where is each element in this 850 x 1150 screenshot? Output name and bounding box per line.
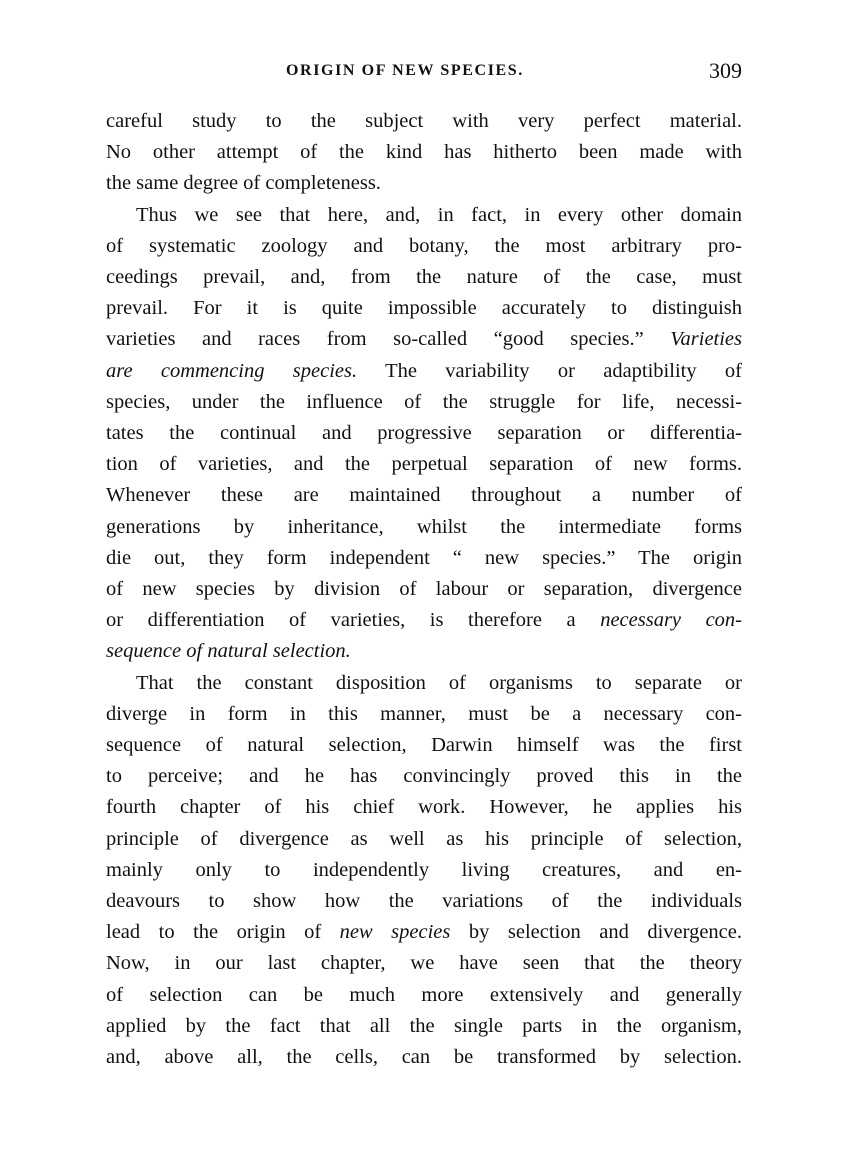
text-line: sequence of natural selection, Darwin himself was the first bbox=[106, 734, 742, 757]
italic-text: are commencing species. bbox=[106, 359, 358, 382]
running-head: ORIGIN OF NEW SPECIES. bbox=[286, 62, 524, 79]
paragraph-2 bbox=[106, 200, 742, 668]
text-line: ceedings prevail, and, from the nature of the case, must bbox=[106, 266, 742, 289]
text-line: the same degree of completeness. bbox=[106, 172, 381, 195]
text-segment: varieties and races from so-called “good species.” bbox=[106, 328, 644, 351]
text-line: careful study to the subject with very perfect material. bbox=[106, 110, 742, 132]
text-line: and, above all, the cells, can be transformed by selection. bbox=[106, 1046, 742, 1069]
text-segment: by selection and divergence. bbox=[468, 921, 742, 944]
text-line bbox=[106, 324, 742, 355]
text-line: mainly only to independently living creatures, and en- bbox=[106, 858, 742, 881]
italic-text: necessary con- bbox=[600, 609, 742, 632]
text-line: to perceive; and he has convincingly proved this in the bbox=[106, 765, 742, 788]
text-line: applied by the fact that all the single parts in the organism, bbox=[106, 1014, 742, 1037]
text-line: die out, they form independent “ new species.” The origin bbox=[106, 546, 742, 569]
text-line: of selection can be much more extensively and generally bbox=[106, 983, 742, 1006]
paragraph-3 bbox=[106, 668, 742, 1074]
italic-text: new species bbox=[339, 921, 451, 944]
italic-text: sequence of natural selection. bbox=[106, 640, 351, 663]
text-line: deavours to show how the variations of the individuals bbox=[106, 890, 742, 913]
text-line: of new species by division of labour or separation, divergence bbox=[106, 578, 742, 601]
text-line bbox=[106, 356, 742, 387]
text-segment: prevail. For it is quite impossible accurately to distinguish bbox=[106, 297, 742, 320]
page-number: 309 bbox=[709, 58, 742, 83]
text-line: tates the continual and progressive separation or differentia- bbox=[106, 422, 742, 445]
text-segment: or differentiation of varieties, is therefore a bbox=[106, 609, 576, 632]
text-line: That the constant disposition of organisms to separate or bbox=[136, 671, 742, 694]
text-line: of systematic zoology and botany, the most arbitrary pro- bbox=[106, 234, 742, 257]
text-line bbox=[106, 636, 742, 667]
text-line: Thus we see that here, and, in fact, in every other domain bbox=[136, 203, 742, 226]
text-line: principle of divergence as well as his principle of selection, bbox=[106, 827, 742, 850]
text-segment: The variability or adaptibility of bbox=[385, 359, 742, 382]
text-line: species, under the influence of the struggle for life, necessi- bbox=[106, 390, 742, 413]
italic-text: Varieties bbox=[670, 328, 743, 351]
text-line: tion of varieties, and the perpetual separation of new forms. bbox=[106, 453, 742, 476]
page-header bbox=[106, 58, 742, 88]
book-page bbox=[106, 58, 742, 1073]
text-line: Whenever these are maintained throughout a number of bbox=[106, 484, 742, 507]
text-line: Now, in our last chapter, we have seen that the theory bbox=[106, 952, 742, 975]
text-line bbox=[106, 917, 742, 948]
text-line: generations by inheritance, whilst the intermediate forms bbox=[106, 515, 742, 538]
text-line bbox=[106, 293, 742, 324]
text-line bbox=[106, 605, 742, 636]
paragraph-1 bbox=[106, 106, 742, 200]
text-line: fourth chapter of his chief work. However, he applies his bbox=[106, 796, 742, 819]
text-line: No other attempt of the kind has hitherto been made with bbox=[106, 141, 742, 164]
text-segment: lead to the origin of bbox=[106, 921, 322, 944]
text-line: diverge in form in this manner, must be a necessary con- bbox=[106, 702, 742, 725]
